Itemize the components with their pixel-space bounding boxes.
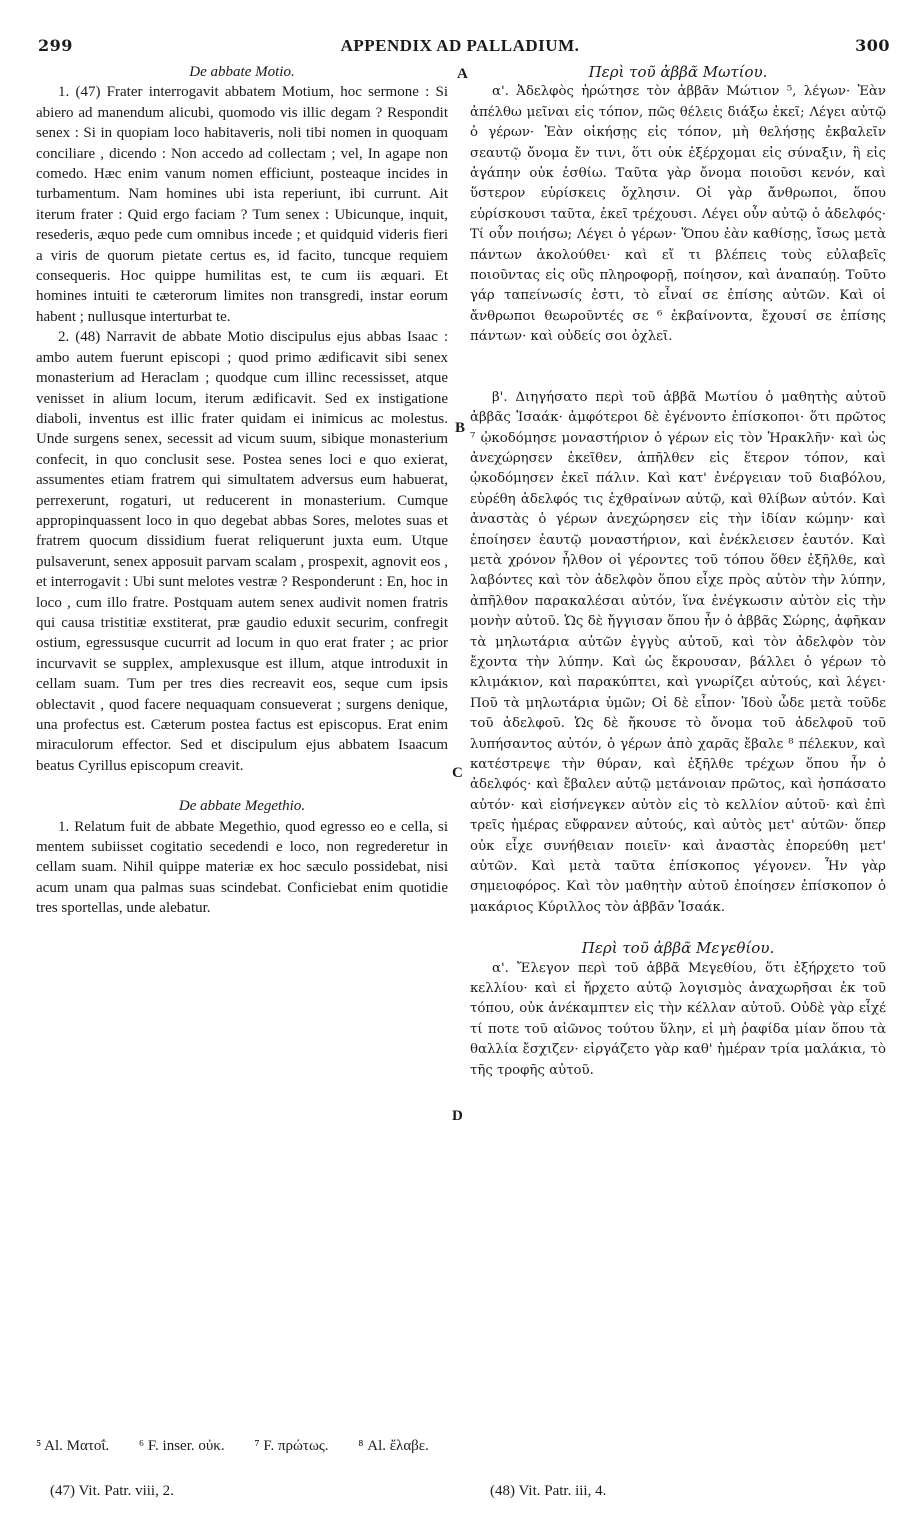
greek-paragraph: α'. Ἔλεγον περὶ τοῦ ἀββᾶ Μεγεθίου, ὅτι ἐξήρχετο τοῦ κελλίου· καὶ εἰ ἤρχετο αὐτῷ λογισμὸς ἀναχωρῆσαι ἐκ τοῦ τόπου, οὐκ ἀνέκαμπτεν εἰς τὴν κέλλαν αὐτοῦ. Οὐδὲ γὰρ εἶχέ τί ποτε τοῦ αἰῶνος τούτου ὕλην, εἰ μὴ ῥαφίδα μίαν ὅπου τὰ θαλλία ἔσχιζεν· εἰργάζετο γὰρ καθ' ἡμέραν τρία μαλάκια, τὸ τῆς τροφῆς αὐτοῦ. [470,960,886,1078]
latin-paragraph: 1. (47) Frater interrogavit abbatem Motium, hoc sermone : Si abiero ad manendum alicubi, quomodo vis illic degam ? Respondit senex : Si in quopiam loco habitaveris, noli tibi nomen in quoquam conciliare , dicendo : Non accedo ad collectam ; vel, In agape non comedo. Hæc enim vanum nomen efficiunt, posteaque incides in turbamentum. Nam homines ubi ista reperiunt, ibi currunt. Ait iterum frater : Quid ergo faciam ? Tum senex : Ubicunque, inquit, resederis, æquo pede cum omnibus incede ; et quidquid videris fieri a viris de quorum pietate certus es, id facito, tuncque requiem consequeris. Hoc quippe humilitas est, te cum iis æquari. Et homines intuiti te cæterorum limites non transgredi, instar eorum habent ; nullusque interturbat te. [36,84,448,325]
margin-letter-c: C [452,765,463,781]
footnote: ⁵ Al. Ματοΐ. [36,1438,110,1454]
greek-section-title: Περὶ τοῦ ἀββᾶ Μωτίου. [588,63,768,81]
greek-paragraph: α'. Ἀδελφὸς ἠρώτησε τὸν ἀββᾶν Μώτιον ⁵, λέγων· Ἐὰν ἀπέλθω μεῖναι εἰς τόπον, πῶς θέλεις διάξω ἐκεῖ; Λέγει αὐτῷ ὁ γέρων· Ἐὰν οἰκήσῃς εἰς τόπον, μὴ θελήσῃς ἐκβαλεῖν σεαυτῷ ὄνομα ἔν τινι, ὅτι οὐκ ἐξέρχομαι εἰς σύναξιν, ἢ εἰς ἀγάπην οὐκ ἐσθίω. Ταῦτα γὰρ ὄνομα ποιοῦσι κενόν, καὶ ὕστερον εὑρίσκεις ὄχλησιν. Οἱ γὰρ ἄνθρωποι, ὅπου εὑρίσκουσι ταῦτα, ἐκεῖ τρέχουσι. Λέγει οὖν αὐτῷ ὁ ἀδελφός· Τί οὖν ποιήσω; Λέγει ὁ γέρων· Ὅπου ἐὰν καθίσῃς, ἴσως μετὰ πάντων ἀκολούθει· καὶ εἴ τι βλέπεις τοὺς εὐλαβεῖς ποιοῦντας εἰς οὓς πληροφορῇ, ποίησον, καὶ ἀναπαύῃ. Τοῦτο γάρ ταπείνωσίς ἐστι, τὸ εἶναί σε ἐπίσης αὐτῶν. Καὶ οἱ ἄνθρωποι θεωροῦντές σε ⁶ ἐκβαίνοντα, ἔχουσί σε ἐπίσης πάντων· καὶ οὐδείς σοι ὀχλεῖ. [470,84,886,345]
footnote: ⁶ F. inser. οὐκ. [138,1438,225,1454]
reference-right: (48) Vit. Patr. iii, 4. [490,1483,607,1499]
latin-paragraph: 2. (48) Narravit de abbate Motio discipulus ejus abbas Isaac : ambo autem fuerunt episcopi ; quod primo ædificavit sibi senex monasterium ad Heraclam ; quodque cum illinc recessisset, atque venisset in alium locum, iterum ædificavit. Sed ex instigatione diaboli, inventus est illic frater quidam ei inimicus ac molestus. Unde surgens senex, secessit ad vicum suum, sibique monasterium confecit, in quo conclusit sese. Postea senes loci e quo exierat, assumentes etiam fratrem qui simultatem adversus eum habuerat, perrexerunt, rogaturi, ut reducerent in monasterium. Cumque appropinquassent loco in quo degebat abbas Sores, melotes suas et fratrem quocum dissidium fuerat reliquerunt juxta eum. Utque pulsaverunt, senex apposuit parvam scalam , prospexit, agnovit eos , et interrogavit : Ubi sunt melotes vestræ ? Responderunt : En, hoc in loco , cum illo fratre. Postquam autem senex audivit nomen fratris qui causa tristitiæ exstiterat, præ gaudio eduxit securim, confregit ostium, egressusque cucurrit ad locum in quo erat frater ; ac prior incurvavit se supplex, amplexusque est illum, atque introduxit in cellam suam. Tum per tres dies recreavit eos, seque cum ipsis oblectavit , quod facere nequaquam consueverat ; surgens denique, una profectus est. Cæterum postea factus est episcopus. Erat enim miraculorum effector. Sed et discipulum ejus abbatem Isaacum beatus Cyrillus episcopum creavit. [36,329,448,774]
greek-section-title: Περὶ τοῦ ἀββᾶ Μεγεθίου. [581,939,775,958]
page-header [30,36,890,58]
greek-column [470,62,886,1081]
footnote: ⁷ F. πρώτως. [254,1438,329,1454]
footnote: ⁸ Al. ἔλαβε. [358,1438,429,1454]
latin-section-title: De abbate Motio. [189,64,295,80]
greek-paragraph: β'. Διηγήσατο περὶ τοῦ ἀββᾶ Μωτίου ὁ μαθητὴς αὐτοῦ ἀββᾶς Ἰσαάκ· ἀμφότεροι δὲ ἐγένοντο ἐπίσκοποι· ὅτι πρῶτος ⁷ ᾠκοδόμησε μοναστήριον ὁ γέρων εἰς τὸν Ἡρακλῆν· καὶ ὡς ἀνεχώρησεν ἐκεῖθεν, ἀπῆλθεν εἰς ἕτερον τόπον, καὶ ᾠκοδόμησεν ἐκεῖ πάλιν. Καὶ κατ' ἐνέργειαν τοῦ διαβόλου, εὑρέθη ἀδελφός τις ἐχθραίνων αὐτῷ, καὶ θλίβων αὐτόν. Καὶ ἀναστὰς ὁ γέρων ἀνεχώρησεν εἰς τὴν ἰδίαν κώμην· καὶ ἐποίησεν ἑαυτῷ μοναστήριον, καὶ ἐνέκλεισεν ἑαυτόν. Καὶ μετὰ χρόνον ἦλθον οἱ γέροντες τοῦ τόπου ὅθεν ἐξῆλθε, καὶ λαβόντες καὶ τὸν ἀδελφὸν ὅπου εἶχε πρὸς αὐτὸν τὴν λύπην, ἀπῆλθον παρακαλέσαι αὐτόν, ἵνα ἐνέγκωσιν αὐτὸν εἰς τὴν μονὴν αὐτοῦ. Ὡς δὲ ἤγγισαν ὅπου ἦν ὁ ἀββᾶς Σώρης, ἀφῆκαν τὰ μηλωτάρια αὐτῶν ἐγγὺς αὐτοῦ, καὶ τὸν ἀδελφὸν τὸν ἔχοντα τὴν λύπην. Καὶ ὡς ἔκρουσαν, βάλλει ὁ γέρων τὸ κλιμάκιον, καὶ παρακύπτει, καὶ γνωρίζει αὐτούς, καὶ λέγει· Ποῦ τὰ μηλωτάρια ὑμῶν; Οἱ δὲ εἶπον· Ἰδοὺ ὧδε μετὰ τοῦδε τοῦ ἀδελφοῦ. Ὡς δὲ ἤκουσε τὸ ὄνομα τοῦ ἀδελφοῦ τοῦ λυπήσαντος αὐτόν, ὁ γέρων ἀπὸ χαρᾶς ἔβαλε ⁸ πέλεκυν, καὶ κατέστρεψε τὴν θύραν, καὶ ἐξῆλθε τρέχων ὅπου ἦν ὁ ἀδελφός· καὶ ἔβαλεν αὐτῷ μετάνοιαν πρῶτος, καὶ ἠσπάσατο αὐτόν· καὶ εἰσήνεγκεν αὐτὸν εἰς τὸ κελλίον αὐτοῦ· καὶ ἐπὶ τρεῖς ἡμέρας εὔφρανεν αὐτούς, καὶ αὐτὸς μετ' αὐτῶν· ὅπερ οὐκ εἶχε συνήθειαν ποιεῖν· καὶ ἀναστὰς ἐπορεύθη μετ' αὐτῶν. Καὶ μετὰ ταῦτα ἐπίσκοπος γέγονεν. Ἦν γὰρ σημειοφόρος. Καὶ τὸν μαθητὴν αὐτοῦ ἐποίησεν ἐπίσκοπον ὁ μακάριος Κύριλλος τὸν ἀββᾶν Ἰσαάκ. [470,389,886,915]
reference-left: (47) Vit. Patr. viii, 2. [50,1483,174,1499]
running-title: APPENDIX AD PALLADIUM. [340,36,580,55]
latin-section-title: De abbate Megethio. [178,798,306,815]
latin-paragraph: 1. Relatum fuit de abbate Megethio, quod egresso eo e cella, si mentem subiisset cogitatio secedendi e loco, non regrederetur in cellam suam. Nihil quippe materiæ ex hoc sæculo possidebat, nisi acum unam qua palmas suas scindebat. Conficiebat enim quotidie tres sportellas, unde alebatur. [36,818,448,917]
margin-letter-b: B [455,420,466,436]
page-number-left: 299 [38,36,73,55]
margin-letter-a: A [457,66,468,82]
margin-letter-d: D [452,1108,463,1124]
latin-column [36,62,448,919]
page-number-right: 300 [855,36,890,55]
footnotes [36,1438,886,1455]
